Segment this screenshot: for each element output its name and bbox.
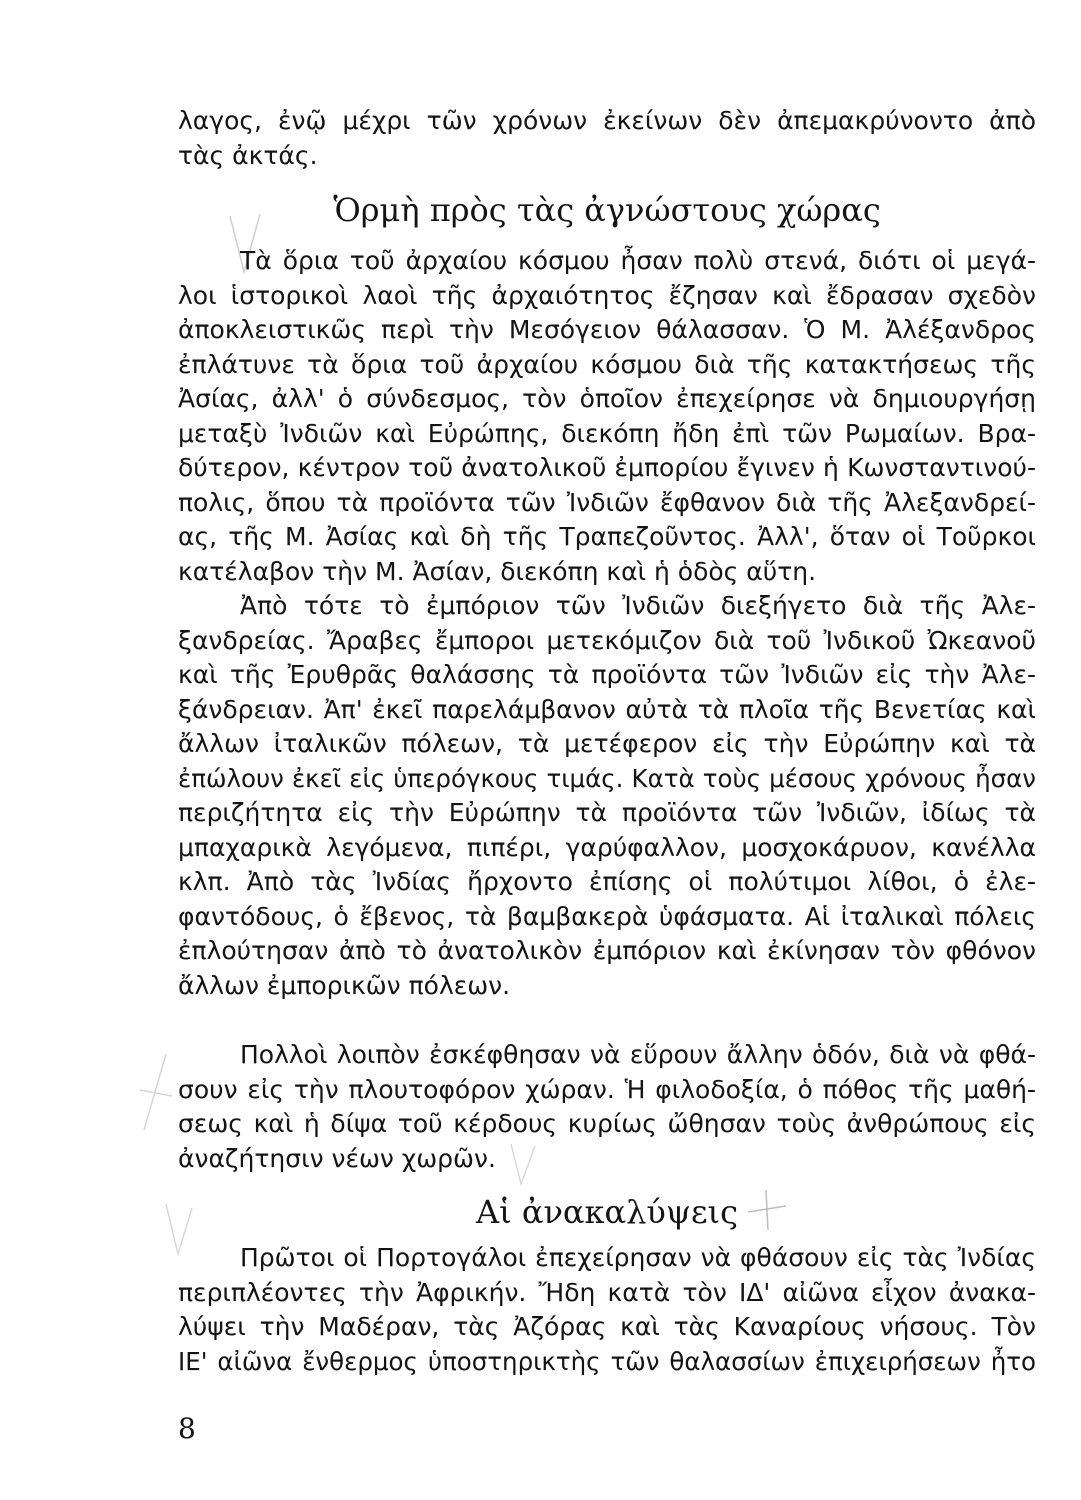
text-line: μπαχαρικὰ λεγόμενα, πιπέρι, γαρύφαλλον, μοσχοκάρυον, κανέλλα bbox=[178, 832, 1036, 862]
text-line: ξανδρείας. Ἄραβες ἔμποροι μετεκόμιζον διὰ τοῦ Ἰνδικοῦ Ὠκεανοῦ bbox=[178, 625, 1036, 655]
intro-text bbox=[178, 104, 1036, 173]
page-number: 8 bbox=[178, 1412, 196, 1445]
text-line: σουν εἰς τὴν πλουτοφόρον χώραν. Ἡ φιλοδοξία, ὁ πόθος τῆς μαθή- bbox=[178, 1074, 1036, 1104]
text-line: σεως καὶ ἡ δίψα τοῦ κέρδους κυρίως ὤθησαν τοὺς ἀνθρώπους εἰς bbox=[178, 1109, 1036, 1138]
text-line: φαντόδους, ὁ ἔβενος, τὰ βαμβακερὰ ὑφάσματα. Αἱ ἰταλικαὶ πόλεις bbox=[178, 901, 1036, 931]
pencil-side-mark bbox=[136, 1050, 176, 1140]
text-line: δύτερον, κέντρον τοῦ ἀνατολικοῦ ἐμπορίου ἔγινεν ἡ Κωνσταντινού- bbox=[178, 453, 1036, 482]
text-line: ξάνδρειαν. Ἀπ' ἐκεῖ παρελάμβανον αὐτὰ τὰ πλοῖα τῆς Βενετίας καὶ bbox=[178, 694, 1036, 724]
text-line: Τὰ ὅρια τοῦ ἀρχαίου κόσμου ἦσαν πολὺ στενά, διότι οἱ μεγά- bbox=[240, 246, 1036, 275]
text-line: ας, τῆς Μ. Ἀσίας καὶ δὴ τῆς Τραπεζοῦντος. Ἀλλ', ὅταν οἱ Τοῦρκοι bbox=[178, 522, 1036, 551]
text-line: λοι ἱστορικοὶ λαοὶ τῆς ἀρχαιότητος ἔζησαν καὶ ἔδρασαν σχεδὸν bbox=[178, 280, 1036, 310]
text-line: πολις, ὅπου τὰ προϊόντα τῶν Ἰνδιῶν ἔφθανον διὰ τῆς Ἀλεξανδρεί- bbox=[178, 487, 1036, 517]
text-line: ἄλλων ἰταλικῶν πόλεων, τὰ μετέφερον εἰς τὴν Εὐρώπην καὶ τὰ bbox=[178, 729, 1036, 758]
text-line: κλπ. Ἀπὸ τὰς Ἰνδίας ἤρχοντο ἐπίσης οἱ πολύτιμοι λίθοι, ὁ ἐλε- bbox=[178, 867, 1036, 896]
text-line: ΙΕ' αἰῶνα ἔνθερμος ὑποστηρικτὴς τῶν θαλασσίων ἐπιχειρήσεων ἦτο bbox=[178, 1346, 1036, 1376]
text-line: Πολλοὶ λοιπὸν ἐσκέφθησαν νὰ εὕρουν ἄλλην ὁδόν, διὰ νὰ φθά- bbox=[240, 1040, 1036, 1069]
text-line: περιπλέοντες τὴν Ἀφρικήν. Ἤδη κατὰ τὸν ΙΔ' αἰῶνα εἶχον ἀνακα- bbox=[178, 1277, 1036, 1307]
text-line: ἀναζήτησιν νέων χωρῶν. bbox=[178, 1143, 496, 1173]
text-line: ἀποκλειστικῶς περὶ τὴν Μεσόγειον θάλασσαν. Ὁ Μ. Ἀλέξανδρος bbox=[178, 315, 1036, 344]
text-line: ἐπώλουν ἐκεῖ εἰς ὑπερόγκους τιμάς. Κατὰ τοὺς μέσους χρόνους ἦσαν bbox=[178, 763, 1036, 793]
text-line: ἐπλάτυνε τὰ ὅρια τοῦ ἀρχαίου κόσμου διὰ τῆς κατακτήσεως τῆς bbox=[178, 349, 1036, 379]
text-line: μεταξὺ Ἰνδιῶν καὶ Εὐρώπης, διεκόπη ἤδη ἐπὶ τῶν Ρωμαίων. Βρα- bbox=[178, 418, 1036, 448]
text-line: ἐπλούτησαν ἀπὸ τὸ ἀνατολικὸν ἐμπόριον καὶ ἐκίνησαν τὸν φθόνον bbox=[178, 936, 1036, 965]
text-line: περιζήτητα εἰς τὴν Εὐρώπην τὰ προϊόντα τῶν Ἰνδιῶν, ἰδίως τὰ bbox=[178, 798, 1036, 827]
text-line: τὰς ἀκτάς. bbox=[178, 140, 318, 170]
text-line: Ἀπὸ τότε τὸ ἐμπόριον τῶν Ἰνδιῶν διεξήγετο διὰ τῆς Ἀλε- bbox=[240, 591, 1036, 620]
section-heading: Ὁρμὴ πρὸς τὰς ἀγνώστους χώρας bbox=[333, 191, 881, 229]
text-line: καὶ τῆς Ἐρυθρᾶς θαλάσσης τὰ προϊόντα τῶν Ἰνδιῶν εἰς τὴν Ἀλε- bbox=[178, 660, 1036, 689]
text-line: κατέλαβον τὴν Μ. Ἀσίαν, διεκόπη καὶ ἡ ὁδὸς αὕτη. bbox=[178, 556, 817, 586]
text-line: λαγος, ἐνῷ μέχρι τῶν χρόνων ἐκείνων δὲν ἀπεμακρύνοντο ἀπὸ bbox=[178, 106, 1036, 135]
text-line: Ἀσίας, ἀλλ' ὁ σύνδεσμος, τὸν ὁποῖον ἐπεχείρησε νὰ δημιουργήσῃ bbox=[178, 384, 1036, 413]
text-line: λύψει τὴν Μαδέραν, τὰς Ἀζόρας καὶ τὰς Καναρίους νήσους. Τὸν bbox=[178, 1312, 1036, 1341]
text-line: ἄλλων ἐμπορικῶν πόλεων. bbox=[178, 970, 511, 1000]
section-heading: Αἱ ἀνακαλύψεις bbox=[476, 1193, 738, 1231]
text-line: Πρῶτοι οἱ Πορτογάλοι ἐπεχείρησαν νὰ φθάσουν εἰς τὰς Ἰνδίας bbox=[240, 1243, 1036, 1272]
section1-closing bbox=[178, 1038, 1036, 1176]
section2-body bbox=[178, 1241, 1036, 1379]
section1-body bbox=[178, 244, 1036, 1003]
